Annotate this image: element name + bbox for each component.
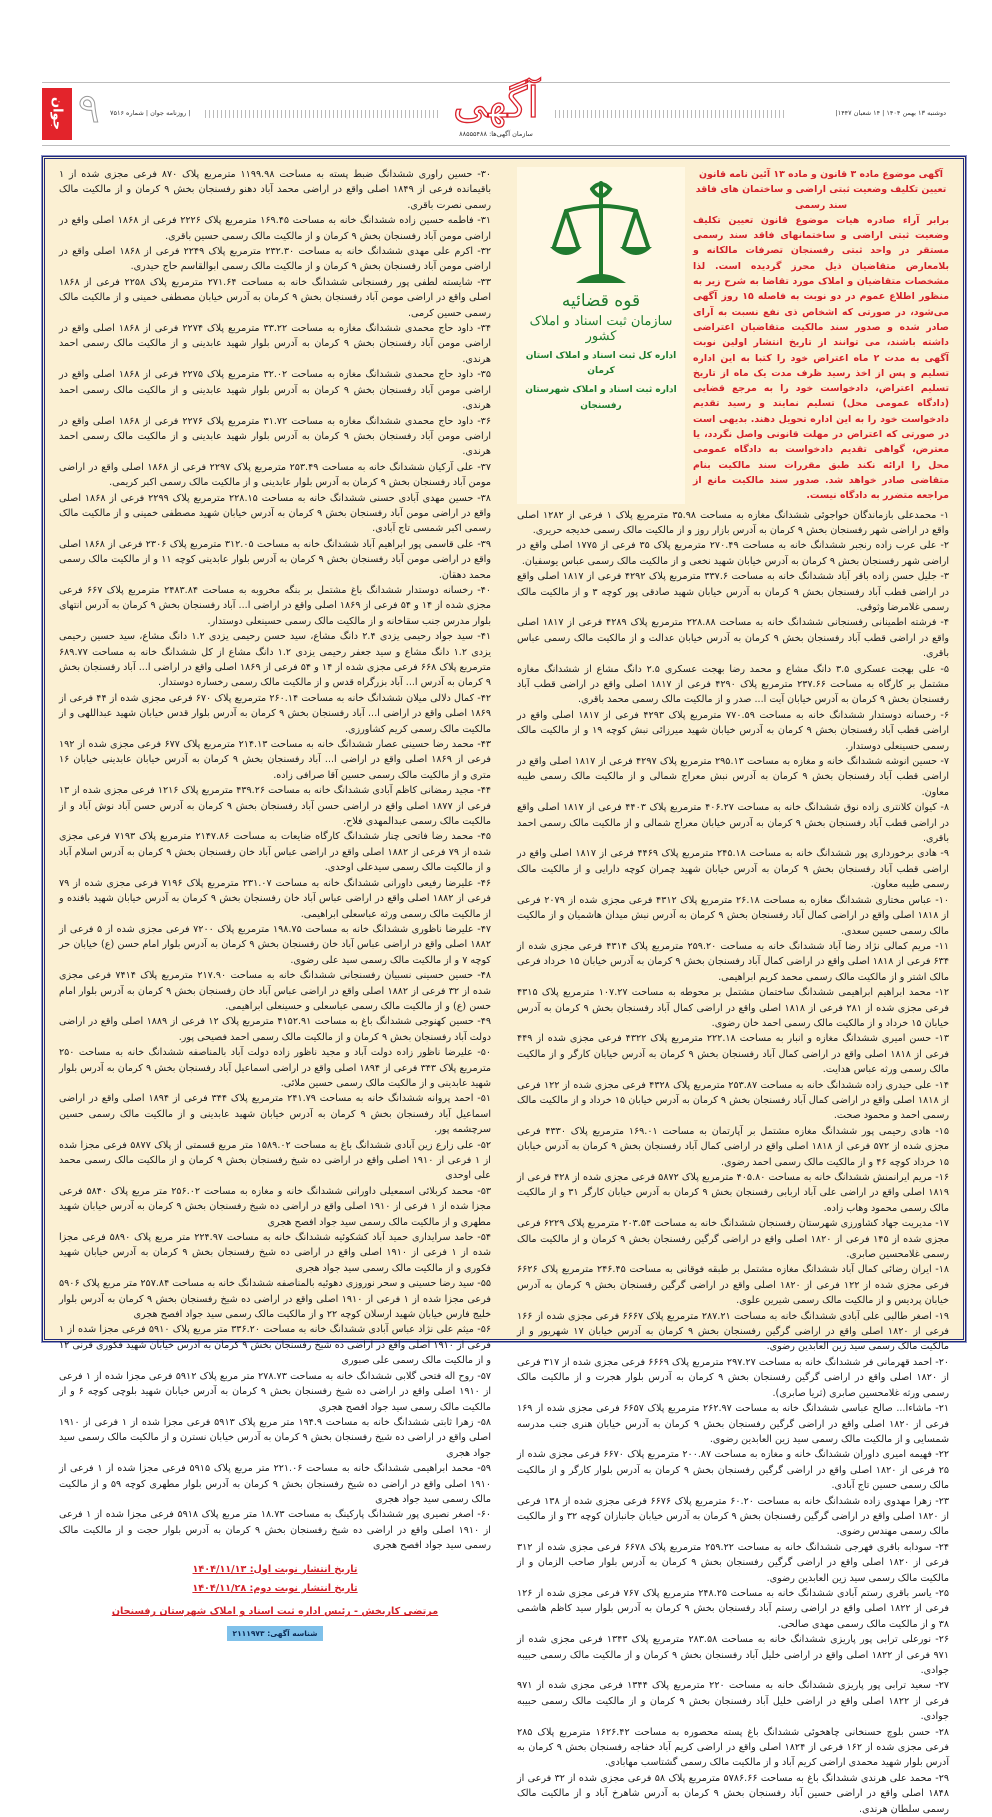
list-item: ۱۱- مریم کمالی نژاد رضا آباد ششدانگ خانه به مساحت ۲۵۹.۲۰ مترمربع پلاک ۴۳۱۴ فرعی مجزی شده از ۶۳۴ فرعی از ۱۸۱۸ اصلی واقع در اراضی کمال آباد رفسنجان بخش ۹ کرمان به آدرس خیابان ۱۵ خرداد فرعی مالک اشتر و از مالکیت مالک رسمی محمد کریم ابراهیمی. — [517, 940, 949, 983]
list-item: ۴۱- سید جواد رحیمی یزدی ۲.۴ دانگ مشاع، سید حسن رحیمی یزدی ۱.۲ دانگ مشاع، سید حسین رحیمی یزدی ۱.۲ دانگ مشاع و سید جعفر رحیمی یزدی ۱.۲ دانگ مشاع از کل ششدانگ خانه به مساحت ۶۸۹.۷۷ مترمربع پلاک ۶۶۸ فرعی مجزی شده از ۱۴ و ۵۴ فرعی از ۱۸۶۹ اصلی واقع در اراضی ا... آباد رفسنجان بخش ۹ کرمان به آدرس ا... آباد بزرگراه قدس و از مالکیت مالک رسمی رخساره دوستدار. — [59, 631, 491, 689]
list-item: ۲۵- یاسر باقری رستم آبادی ششدانگ خانه به مساحت ۲۴۸.۲۵ مترمربع پلاک ۷۶۷ فرعی مجزی شده از ۱۲۶ فرعی از ۱۸۲۲ اصلی واقع در اراضی رستم آباد رفسنجان بخش ۹ کرمان به آدرس بلوار سید کاظم هاشمی ۳۸ و از مالکیت مالک رسمی مهدی صالحی. — [517, 1587, 949, 1630]
list-item: ۲۸- حسن بلوچ حسنخانی چاهخوئی ششدانگ باغ پسته محصوره به مساحت ۱۶۲۶.۴۲ مترمربع پلاک ۲۸۵ فرعی مجزی شده از ۱۶۲ فرعی از ۱۸۲۴ اصلی واقع در اراضی کریم آباد خفاجه رفسنجان بخش ۹ کرمان به آدرس بلوار شهید محمدی اراضی کریم آباد و از مالکیت مالک رسمی گشتاسب مهابادی. — [517, 1726, 949, 1769]
list-item: ۳۸- حسین مهدی آبادی حسنی ششدانگ خانه به مساحت ۲۲۸.۱۵ مترمربع پلاک ۲۲۹۹ فرعی از ۱۸۶۸ اصلی واقع در اراضی مومن آباد رفسنجان بخش ۹ کرمان به آدرس خیابان شهید مصطفی خمینی و از مالکیت مالک رسمی اکبر شمسی تاج آبادی. — [59, 492, 491, 535]
signature: مرتضی کاربخش - رئیس اداره ثبت اسناد و املاک شهرستان رفسنجان — [111, 1606, 439, 1618]
list-item: ۲۴- سودابه باقری فهرجی ششدانگ خانه به مساحت ۲۵۹.۲۲ مترمربع پلاک ۶۶۷۸ فرعی مجزی شده از ۳۱۲ فرعی از ۱۸۲۰ اصلی واقع در اراضی گرگین رفسنجان بخش ۹ کرمان به آدرس بلوار صاحب الزمان و از مالکیت مالک رسمی سید زین العابدین رضوی. — [517, 1541, 950, 1584]
list-item: ۱۷- مدیریت جهاد کشاورزی شهرستان رفسنجان ششدانگ خانه به مساحت ۲۰۳.۵۴ مترمربع پلاک ۶۲۲۹ فرعی مجزی شده از ۱۴۵ فرعی از ۱۸۲۰ اصلی واقع در اراضی گرگین رفسنجان بخش ۹ کرمان و از مالکیت مالک رسمی غلامحسین صابری. — [517, 1218, 950, 1261]
list-item: ۱۳- حسن امیری ششدانگ مغازه و انبار به مساحت ۲۲۲.۱۸ مترمربع پلاک ۴۳۲۲ فرعی مجزی شده از ۴۴۹ فرعی از ۱۸۱۸ اصلی واقع در اراضی کمال آباد رفسنجان بخش ۹ کرمان به آدرس خیابان کارگر و از مالکیت مالک رسمی ورثه عباس هدایت. — [517, 1033, 949, 1076]
left-column — [59, 167, 491, 1641]
list-item: ۵۸- زهرا ثابتی ششدانگ خانه به مساحت ۱۹۴.۹ متر مربع پلاک ۵۹۱۳ فرعی مجزا شده از ۱ فرعی از ۱۹۱۰ اصلی واقع در اراضی ده شیخ رفسنجان بخش ۹ کرمان به آدرس خیابان نسترن و از مالکیت مالک رسمی سید جواد هجری — [59, 1416, 491, 1459]
list-item: ۵۱- احمد پروانه ششدانگ خانه به مساحت ۲۴۱.۷۹ مترمربع پلاک ۳۴۴ فرعی از ۱۸۹۴ اصلی واقع در اراضی اسماعیل آباد رفسنجان بخش ۹ کرمان به آدرس خیابان شهید عابدینی و از مالکیت مالک رسمی حسین سرچشمه پور. — [59, 1093, 492, 1136]
list-item: ۵- علی بهجت عسکری ۳.۵ دانگ مشاع و محمد رضا بهجت عسکری ۲.۵ دانگ مشاع از ششدانگ مغازه مشتمل بر کارگاه به مساحت ۲۳۷.۶۶ مترمربع پلاک ۴۲۹۰ فرعی از ۱۸۱۷ اصلی واقع در اراضی قطب آباد رفسنجان بخش ۹ کرمان به آدرس خیابان آیت ا... صدر و از مالکیت مالک رسمی محمد باقری. — [517, 663, 949, 706]
list-item: ۲۰- احمد قهرمانی فر ششدانگ خانه به مساحت ۲۹۷.۲۷ مترمربع پلاک ۶۶۶۹ فرعی مجزی شده از ۳۱۷ فرعی از ۱۸۲۰ اصلی واقع در اراضی گرگین رفسنجان بخش ۹ کرمان به آدرس بلوار هجرت و از مالکیت مالک رسمی ورثه غلامحسین صابری (ثریا صابری). — [517, 1356, 949, 1399]
intro-text — [693, 167, 949, 504]
intro-body: برابر آراء صادره هیات موضوع قانون تعیین تکلیف وضعیت ثبتی اراضی و ساختمانهای فاقد سند رسمی مستقر در واحد ثبتی رفسنجان تصرفات مالکانه و بلامعارض متقاضیان ذیل محرز گردیده است. لذا مشخصات متقاضیان و املاک مورد تقاضا به شرح زیر به منظور اطلاع عموم در دو نوبت به فاصله ۱۵ روز آگهی می‌شود، در صورتی که اشخاص ذی نفع نسبت به آرای صادر شده و صدور سند مالکیت متقاضیان اعتراضی داشته باشند، می توانند از تاریخ انتشار اولین نوبت آگهی به مدت ۲ ماه اعتراض خود را کتبا به این اداره تسلیم و پس از اخذ رسید ظرف مدت یک ماه از تاریخ تسلیم اعتراض، دادخواست خود را به مرجع قضایی (دادگاه عمومی محل) تسلیم نمایند و رسید تقدیم دادخواست خود را به این اداره تحویل دهند. بدیهی است در صورتی که اعتراض در مهلت قانونی واصل نگردد، یا معترض، گواهی تقدیم دادخواست به دادگاه عمومی محل را ارائه نکند طبق مقررات سند مالکیت بنام متقاضی صادر خواهد شد. صدور سند مالکیت مانع از مراجعه متضرر به دادگاه نیست. — [693, 214, 949, 502]
left-items-list — [59, 167, 491, 1554]
list-item: ۳۱- فاطمه حسین زاده ششدانگ خانه به مساحت ۱۶۹.۴۵ مترمربع پلاک ۲۲۲۶ فرعی از ۱۸۶۸ اصلی واقع در اراضی مومن آباد رفسنجان بخش ۹ کرمان و از مالکیت مالک رسمی حسین باقری. — [59, 215, 491, 242]
list-item: ۱۹- اصغر طالبی علی آبادی ششدانگ خانه به مساحت ۲۸۷.۲۱ مترمربع پلاک ۶۶۶۷ فرعی مجزی شده از ۱۶۶ فرعی از ۱۸۲۰ اصلی واقع در اراضی گرگین رفسنجان بخش ۹ کرمان به آدرس خیابان ۱۷ شهریور و از مالکیت مالک رسمی سید زین العابدین رضوی. — [517, 1310, 950, 1353]
scales-of-justice-icon — [546, 175, 656, 293]
newspaper-logo: جوان — [42, 88, 72, 140]
list-item: ۵۷- روح اله فتحی گلابی ششدانگ خانه به مساحت ۲۷۸.۷۳ متر مربع پلاک ۵۹۱۲ فرعی مجزا شده از ۱ فرعی از ۱۹۱۰ اصلی واقع در اراضی ده شیخ رفسنجان بخش ۹ کرمان به آدرس خیابان شهید بلوچی کوچه ۶ و از مالکیت مالک رسمی سید جواد افصح هجری — [59, 1370, 491, 1413]
list-item: ۴۰- رخسانه دوستدار ششدانگ باغ مشتمل بر بنگه مخروبه به مساحت ۲۴۸۳.۸۴ مترمربع پلاک ۶۶۷ فرعی مجزی شده از ۱۴ و ۵۴ فرعی از ۱۸۶۹ اصلی واقع در اراضی ا... آباد رفسنجان بخش ۹ کرمان به آدرس انتهای بلوار مدرس جنب سقاخانه و از مالکیت مالک رسمی حسینعلی دوستدار. — [59, 584, 491, 627]
list-item: ۲۹- محمد علی هرندی ششدانگ باغ به مساحت ۵۷۸۶.۶۶ مترمربع پلاک ۵۸ فرعی مجزی شده از ۳۲ فرعی از ۱۸۴۸ اصلی واقع در اراضی حسین آباد رفسنجان بخش ۹ کرمان به آدرس شاهرخ آباد و از مالکیت مالک رسمی سلطان هرندی. — [517, 1772, 950, 1815]
list-item: ۲۳- زهرا مهدوی زاده ششدانگ خانه به مساحت ۶۰.۲۰ مترمربع پلاک ۶۶۷۶ فرعی مجزی شده از ۱۳۸ فرعی از ۱۸۲۰ اصلی واقع در اراضی گرگین رفسنجان بخش ۹ کرمان به آدرس خیابان جانبازان کوچه ۳۲ و از مالکیت مالک رسمی مهندس رضوی. — [517, 1495, 949, 1538]
masthead — [0, 78, 992, 144]
list-item: ۳۷- علی آرکیان ششدانگ خانه به مساحت ۲۵۳.۴۹ مترمربع پلاک ۲۲۹۷ فرعی از ۱۸۶۸ اصلی واقع در اراضی مومن آباد رفسنجان بخش ۹ کرمان به آدرس بلوار عابدینی و از مالکیت مالک رسمی اکبر کریمی. — [59, 461, 491, 489]
list-item: ۸- کیوان کلانتری زاده نوق ششدانگ خانه به مساحت ۴۰۶.۲۷ مترمربع پلاک ۴۴۰۳ فرعی از ۱۸۱۷ اصلی واقع در اراضی قطب آباد رفسنجان بخش ۹ کرمان به آدرس خیابان معراج شمالی و از مالکیت مالک رسمی احمد باقری. — [517, 802, 949, 845]
first-publication-date: تاریخ انتشار نوبت اول: ۱۴۰۴/۱۱/۱۳ — [192, 1563, 358, 1575]
list-item: ۲۶- نورعلی ترابی پور پاریزی ششدانگ خانه به مساحت ۲۸۳.۵۸ مترمربع پلاک ۱۳۴۳ فرعی مجزی شده از ۹۷۱ فرعی از ۱۸۲۲ اصلی واقع در اراضی خلیل آباد رفسنجان بخش ۹ کرمان و از مالکیت مالک رسمی حبیبه جوادی. — [517, 1634, 949, 1676]
list-item: ۲۲- فهیمه امیری داوران ششدانگ خانه و مغازه به مساحت ۲۰۰.۸۷ مترمربع پلاک ۶۶۷۰ فرعی مجزی شده از ۲۵ فرعی از ۱۸۲۰ اصلی واقع در اراضی گرگین رفسنجان بخش ۹ کرمان به آدرس بلوار کارگر و از مالکیت مالک رسمی حسین تاج آبادی. — [517, 1449, 949, 1492]
list-item: ۱۴- علی حیدری زاده ششدانگ خانه به مساحت ۲۵۳.۸۷ مترمربع پلاک ۴۳۲۸ فرعی مجزی شده از ۱۲۲ فرعی از ۱۸۱۸ اصلی واقع در اراضی کمال آباد رفسنجان بخش ۹ کرمان به آدرس خیابان ۱۵ خرداد و از مالکیت مالک رسمی احمد و محمود صحت. — [517, 1079, 949, 1122]
list-item: ۱- محمدعلی بازماندگان خواجوئی ششدانگ مغازه به مساحت ۳۵.۹۸ مترمربع پلاک ۱ فرعی از ۱۲۸۲ اصلی واقع در اراضی شهر رفسنجان بخش ۹ کرمان به آدرس بازار روز و از مالکیت مالک رسمی خدیجه حریری. — [517, 509, 949, 536]
list-item: ۱۰- عباس مختاری ششدانگ مغازه به مساحت ۲۶.۱۸ مترمربع پلاک ۴۳۱۲ فرعی مجزی شده از ۲۰۷۹ فرعی از ۱۸۱۸ اصلی واقع در اراضی کمال آباد رفسنجان بخش ۹ کرمان به آدرس نبش میدان هاشمیان و از مالکیت مالک رسمی حسین سعدی. — [517, 894, 949, 937]
list-item: ۹- هادی برخورداری پور ششدانگ خانه به مساحت ۲۴۵.۱۸ مترمربع پلاک ۴۴۶۹ فرعی از ۱۸۱۷ اصلی واقع در اراضی قطب آباد رفسنجان بخش ۹ کرمان به آدرس خیابان شهید چمران کوچه دارایی و از مالکیت مالک رسمی طیبه معاون. — [517, 848, 950, 891]
ad-code-badge: شناسه آگهی: ۲۱۱۱۹۷۳ — [227, 1626, 324, 1641]
list-item: ۳۲- اکرم علی مهدی ششدانگ خانه به مساحت ۲۳۲.۳۰ مترمربع پلاک ۲۲۴۹ فرعی از ۱۸۶۸ اصلی واقع در اراضی مومن آباد رفسنجان بخش ۹ کرمان و از مالکیت مالک رسمی ابوالقاسم حاج حیدری. — [59, 246, 491, 273]
emblem-province-office: اداره کل ثبت اسناد و املاک استان کرمان — [525, 350, 677, 377]
page-number: ۹ — [78, 86, 100, 132]
list-item: ۵۰- علیرضا ناظور زاده دولت آباد و مجید ناظور زاده دولت آباد بالمناصفه ششدانگ خانه به مساحت ۲۵۰ مترمربع پلاک ۳۴۳ فرعی از ۱۸۹۴ اصلی واقع در اراضی اسماعیل آباد رفسنجان بخش ۹ کرمان به آدرس بلوار شهید عابدینی و از مالکیت مالک رسمی حسین ملائی. — [59, 1047, 491, 1089]
list-item: ۴۷- علیرضا ناظوری ششدانگ خانه به مساحت ۱۹۸.۷۵ مترمربع پلاک ۷۲۰۰ فرعی مجزی شده از ۵ فرعی از ۱۸۸۲ اصلی واقع در اراضی عباس آباد خان رفسنجان بخش ۹ کرمان به آدرس بلوار امام حسن (ع) خیابان حر کوچه ۷ و از مالکیت مالک رسمی سید علی رضوی. — [59, 923, 491, 966]
list-item: ۵۵- سید رضا حسینی و سحر نوروزی دهوئیه بالمناصفه ششدانگ خانه به مساحت ۲۵۷.۸۴ متر مربع پلاک ۵۹۰۶ فرعی مجزا شده از ۱ فرعی از ۱۹۱۰ اصلی واقع در اراضی ده شیخ رفسنجان بخش ۹ کرمان به آدرس بلوار خلیج فارس خیابان شهید ارسلان کوچه ۲۲ و از مالکیت مالک رسمی سید جواد افصح هجری — [59, 1278, 491, 1321]
announcement-intro — [517, 167, 949, 504]
list-item: ۴۲- کمال دلالی میلان ششدانگ خانه به مساحت ۲۶۰.۱۴ مترمربع پلاک ۶۷۰ فرعی مجزی شده از ۴۴ فرعی از ۱۸۶۹ اصلی واقع در اراضی ا... آباد رفسنجان بخش ۹ کرمان به آدرس بلوار قدس خیابان شهید عبداللهی و از مالکیت مالک رسمی کریم کشاورزی. — [59, 692, 491, 735]
list-item: ۱۶- مریم ایرانمنش ششدانگ خانه به مساحت ۴۰۵.۸۰ مترمربع پلاک ۵۸۷۲ فرعی مجزی شده از ۴۲۸ فرعی از ۱۸۱۹ اصلی واقع در اراضی علی آباد اربابی رفسنجان بخش ۹ کرمان به آدرس خیابان کارگر ۳۱ و از مالکیت مالک رسمی محمود وهاب زاده. — [517, 1172, 949, 1214]
announcement-footer — [59, 1562, 491, 1642]
list-item: ۶۰- اصغر نصیری پور ششدانگ پارکینگ به مساحت ۱۸.۷۳ متر مربع پلاک ۵۹۱۸ فرعی مجزا شده از ۱ فرعی از ۱۹۱۰ اصلی واقع در اراضی ده شیخ رفسنجان بخش ۹ کرمان به آدرس بلوار حجت و از مالکیت مالک رسمی سید جواد افصح هجری — [59, 1509, 491, 1552]
list-item: ۵۶- میثم علی نژاد عباس آبادی ششدانگ خانه به مساحت ۳۳۶.۲۰ متر مربع پلاک ۵۹۱۰ فرعی مجزا شده از ۱ فرعی از ۱۹۱۰ اصلی واقع در اراضی ده شیخ رفسنجان بخش ۹ کرمان به آدرس خیابان شهید فکوری قرنی ۱۲ و از مالکیت مالک رسمی علی صبوری — [59, 1324, 492, 1367]
list-item: ۱۸- ایران رضائی کمال آباد ششدانگ مغازه مشتمل بر طبقه فوقانی به مساحت ۲۴۶.۴۵ مترمربع پلاک ۶۶۲۶ فرعی مجزی شده از ۱۲۲ فرعی از ۱۸۲۰ اصلی واقع در اراضی گرگین رفسنجان بخش ۹ کرمان به آدرس خیابان پردیس و از مالکیت مالک رسمی شیرین علوی. — [517, 1264, 950, 1307]
list-item: ۴۵- محمد رضا فاتحی چنار ششدانگ کارگاه ضایعات به مساحت ۲۱۴۷.۸۶ مترمربع پلاک ۷۱۹۳ فرعی مجزی شده از ۷۹ فرعی از ۱۸۸۲ اصلی واقع در اراضی عباس آباد خان رفسنجان بخش ۹ کرمان به آدرس اسلام آباد و از مالکیت مالک رسمی سیدعلی اوحدی. — [59, 831, 491, 874]
emblem-county-office: اداره ثبت اسناد و املاک شهرستان رفسنجان — [525, 385, 677, 411]
list-item: ۴۳- محمد رضا حسینی عصار ششدانگ خانه به مساحت ۲۱۴.۱۳ مترمربع پلاک ۶۷۷ فرعی مجزی شده از ۱۹۲ فرعی از ۱۸۶۹ اصلی واقع در اراضی ا... آباد رفسنجان بخش ۹ کرمان به آدرس خیابان عابدینی خیابان ۱۶ متری و از مالکیت مالک رسمی حسین آقا صرافی زاده. — [59, 739, 491, 781]
list-item: ۴۴- مجید رمضانی کاظم آبادی ششدانگ خانه به مساحت ۴۳۹.۲۶ مترمربع پلاک ۱۲۱۶ فرعی مجزی شده از ۱۳ فرعی از ۱۸۷۷ اصلی واقع در اراضی حسن آباد رفسنجان بخش ۹ کرمان به آدرس حسن آباد نوش آباد و از مالکیت مالک رسمی عبدالمهدی فلاح. — [59, 785, 491, 828]
second-publication-date: تاریخ انتشار نوبت دوم: ۱۴۰۴/۱۱/۲۸ — [192, 1582, 358, 1594]
issue-date: دوشنبه ۱۳ بهمن ۱۴۰۴ | ۱۴ شعبان ۱۴۴۷| — [835, 109, 946, 117]
list-item: ۷- حسین انوشه ششدانگ خانه و مغازه به مساحت ۲۹۵.۱۳ مترمربع پلاک ۴۲۹۷ فرعی از ۱۸۱۷ اصلی واقع در اراضی قطب آباد رفسنجان بخش ۹ کرمان به آدرس نبش معراج شمالی و از مالکیت مالک رسمی طیبه معاون. — [517, 756, 949, 798]
list-item: ۴- فرشته اطمینانی رفسنجانی ششدانگ خانه به مساحت ۲۲۸.۸۸ مترمربع پلاک ۴۲۸۹ فرعی از ۱۸۱۷ اصلی واقع در اراضی قطب آباد رفسنجان بخش ۹ کرمان به آدرس خیابان عدالت و از مالکیت مالک رسمی عباس باقری. — [517, 617, 949, 660]
list-item: ۳۴- داود حاج محمدی ششدانگ مغازه به مساحت ۳۳.۲۲ مترمربع پلاک ۲۲۷۴ فرعی از ۱۸۶۸ اصلی واقع در اراضی مومن آباد رفسنجان بخش ۹ کرمان به آدرس بلوار شهید عابدینی و از مالکیت مالک رسمی احمد هرندی. — [59, 323, 491, 365]
list-item: ۳۳- شایسته لطفی پور رفسنجانی ششدانگ خانه به مساحت ۲۷۱.۶۴ مترمربع پلاک ۲۲۵۸ فرعی از ۱۸۶۸ اصلی واقع در اراضی مومن آباد رفسنجان بخش ۹ کرمان به آدرس خیابان مصطفی خمینی و از مالکیت مالک رسمی حسین کرمی. — [59, 276, 491, 319]
list-item: ۲- علی عرب زاده رنجبر ششدانگ خانه به مساحت ۲۷۰.۴۹ مترمربع پلاک ۳۵ فرعی از ۱۷۷۵ اصلی واقع در اراضی شهر رفسنجان بخش ۹ کرمان به آدرس خیابان شهید نخعی و از مالکیت مالک رسمی عباس یوسفیان. — [517, 540, 949, 567]
list-item: ۵۹- محمد ابراهیمی ششدانگ خانه به مساحت ۲۲۱.۰۶ متر مربع پلاک ۵۹۱۵ فرعی مجزا شده از ۱ فرعی از ۱۹۱۰ اصلی واقع در اراضی ده شیخ رفسنجان بخش ۹ کرمان به آدرس بلوار مطهری کوچه ۵۹ و از مالکیت مالک رسمی سید جواد هجری — [59, 1463, 492, 1505]
list-item: ۴۸- حسین حسینی نسبیان رفسنجانی ششدانگ خانه به مساحت ۲۱۷.۹۰ مترمربع پلاک ۷۴۱۴ فرعی مجزی شده از ۳۲ فرعی از ۱۸۸۲ اصلی واقع در اراضی عباس آباد خان رفسنجان بخش ۹ کرمان به آدرس بلوار امام حسن (ع) و از مالکیت مالک رسمی عباسعلی و حسینعلی ابراهیمی. — [59, 970, 491, 1012]
intro-heading: آگهی موضوع ماده ۳ قانون و ماده ۱۳ آئین نامه قانون تعیین تکلیف وضعیت ثبتی اراضی و ساختمان های فاقد سند رسمی — [695, 169, 947, 211]
list-item: ۳۶- داود حاج محمدی ششدانگ مغازه به مساحت ۳۱.۷۲ مترمربع پلاک ۲۲۷۶ فرعی از ۱۸۶۸ اصلی واقع در اراضی مومن آباد رفسنجان بخش ۹ کرمان به آدرس بلوار شهید عابدینی و از مالکیت مالک رسمی احمد هرندی. — [59, 415, 491, 458]
announcement-frame — [42, 156, 966, 1815]
emblem-judiciary-name: قوه قضائیه — [561, 291, 641, 312]
list-item: ۵۳- محمد کربلائی اسمعیلی داورانی ششدانگ خانه و مغازه به مساحت ۲۵۶.۰۲ متر مربع پلاک ۵۸۴۰ فرعی مجزا شده از ۱ فرعی از ۱۹۱۰ اصلی واقع در اراضی ده شیخ رفسنجان بخش ۹ کرمان به آدرس خیابان شهید مطهری و از مالکیت مالک رسمی سید جواد افصح هجری — [59, 1185, 491, 1228]
list-item: ۲۱- ماشاءا... صالح عباسی ششدانگ خانه به مساحت ۲۶۲.۹۷ مترمربع پلاک ۶۶۵۷ فرعی مجزی شده از ۱۶۹ فرعی از ۱۸۲۰ اصلی واقع در اراضی گرگین رفسنجان بخش ۹ کرمان به آدرس خیابان هنری جنب مدرسه شمسایی و از مالکیت مالک رسمی سید زین العابدین رضوی. — [517, 1403, 950, 1445]
list-item: ۱۲- محمد ابراهیم ابراهیمی ششدانگ ساختمان مشتمل بر محوطه به مساحت ۱۰۷.۲۷ مترمربع پلاک ۴۳۱۵ فرعی مجزی شده از ۲۸۱ فرعی از ۱۸۱۸ اصلی واقع در اراضی کمال آباد رفسنجان بخش ۹ کرمان به آدرس خیابان ۱۵ خرداد و از مالکیت مالک رسمی احمد خان رضوی. — [517, 987, 949, 1029]
list-item: ۳۰- حسین راوری ششدانگ ضبط پسته به مساحت ۱۱۹۹.۹۸ مترمربع پلاک ۸۷۰ فرعی مجزی شده از ۱ باقیمانده فرعی از ۱۸۴۹ اصلی واقع در اراضی محمد آباد دهنو رفسنجان بخش ۹ کرمان و از مالکیت مالک رسمی نصرت باقری. — [59, 169, 491, 211]
list-item: ۳- جلیل حسن زاده باقر آباد ششدانگ خانه به مساحت ۳۳۷.۶ مترمربع پلاک ۴۲۹۲ فرعی از ۱۸۱۷ اصلی واقع در اراضی قطب آباد رفسنجان بخش ۹ کرمان به آدرس خیابان شهید صادقی پور کوچه ۳ و از مالکیت مالک رسمی غلامرضا وثوقی. — [517, 571, 949, 613]
ad-org-phone: سازمان آگهی‌ها: ۸۸۵۵۵۴۸۸ — [459, 130, 533, 138]
list-item: ۲۷- سعید ترابی پور پاریزی ششدانگ خانه به مساحت ۲۲۰ مترمربع پلاک ۱۳۴۴ فرعی مجزی شده از ۹۷۱ فرعی از ۱۸۲۲ اصلی واقع در اراضی خلیل آباد رفسنجان بخش ۹ کرمان و از مالکیت مالک رسمی حبیبه جوادی. — [517, 1680, 950, 1723]
list-item: ۴۹- حسین کهنوجی ششدانگ باغ به مساحت ۴۱۵۲.۹۱ مترمربع پلاک ۱۲ فرعی از ۱۸۸۹ اصلی واقع در اراضی دولت آباد رفسنجان بخش ۹ کرمان و از مالکیت مالک رسمی احمد فصیحی پور. — [59, 1016, 492, 1043]
issue-number: | روزنامه جوان | شماره ۷۵۱۶ — [110, 109, 191, 117]
judiciary-emblem — [517, 167, 685, 504]
emblem-org-name: سازمان ثبت اسناد و املاک کشور — [529, 313, 673, 345]
decorative-ticks — [555, 110, 787, 118]
right-column — [517, 167, 949, 1817]
decorative-ticks — [205, 110, 440, 118]
right-items-list — [517, 508, 949, 1817]
list-item: ۱۵- هادی رحیمی پور ششدانگ مغازه مشتمل بر آپارتمان به مساحت ۱۶۹.۰۱ مترمربع پلاک ۴۳۳۰ فرعی مجزی شده از ۵۷۲ فرعی از ۱۸۱۸ اصلی واقع در اراضی کمال آباد رفسنجان بخش ۹ کرمان به آدرس خیابان ۱۵ خرداد کوچه ۴۶ و از مالکیت مالک رسمی احمد رضوی. — [517, 1125, 949, 1168]
list-item: ۳۹- علی قاسمی پور ابراهیم آباد ششدانگ خانه به مساحت ۳۱۲.۰۵ مترمربع پلاک ۲۳۰۶ فرعی از ۱۸۶۸ اصلی واقع در اراضی مومن آباد رفسنجان بخش ۹ کرمان به آدرس بلوار عابدینی کوچه ۱۱ و از مالکیت مالک رسمی محمد دهقان. — [59, 538, 491, 581]
list-item: ۵۲- علی زارع زین آبادی ششدانگ باغ به مساحت ۱۵۸۹.۰۲ متر مربع قسمتی از پلاک ۵۸۷۷ فرعی مجزا شده از ۱ فرعی از ۱۹۱۰ اصلی واقع در اراضی ده شیخ رفسنجان بخش ۹ کرمان و از مالکیت مالک رسمی محمد علی اوحدی — [59, 1139, 492, 1182]
list-item: ۴۶- علیرضا رفیعی داورانی ششدانگ خانه به مساحت ۲۳۱.۰۷ مترمربع پلاک ۷۱۹۶ فرعی مجزی شده از ۷۹ فرعی از ۱۸۸۲ اصلی واقع در اراضی عباس آباد خان رفسنجان بخش ۹ کرمان به آدرس خیابان شهید بافنده و از مالکیت مالک رسمی ورثه عباسعلی ابراهیمی. — [59, 877, 491, 920]
header-bottom-rule — [42, 145, 950, 146]
list-item: ۳۵- داود حاج محمدی ششدانگ مغازه به مساحت ۳۲.۰۲ مترمربع پلاک ۲۲۷۵ فرعی از ۱۸۶۸ اصلی واقع در اراضی مومن آباد رفسنجان بخش ۹ کرمان به آدرس بلوار شهید عابدینی و از مالکیت مالک رسمی احمد هرندی. — [59, 369, 491, 412]
page-title: آگهی — [452, 78, 540, 127]
list-item: ۵۴- حامد سرایداری حمید آباد کشکوئیه ششدانگ خانه به مساحت ۲۲۴.۹۷ متر مربع پلاک ۵۸۹۰ فرعی مجزا شده از ۱ فرعی از ۱۹۱۰ اصلی واقع در اراضی ده شیخ رفسنجان بخش ۹ کرمان به آدرس خیابان شهید فکوری و از مالکیت مالک رسمی سید جواد هجری — [59, 1232, 492, 1274]
list-item: ۶- رخسانه دوستدار ششدانگ خانه به مساحت ۷۷۰.۵۹ مترمربع پلاک ۴۲۹۳ فرعی از ۱۸۱۷ اصلی واقع در اراضی قطب آباد رفسنجان بخش ۹ کرمان به آدرس خیابان شهید میرزائی نبش کوچه ۱۹ و از مالکیت مالک رسمی حسینعلی دوستدار. — [517, 709, 949, 752]
